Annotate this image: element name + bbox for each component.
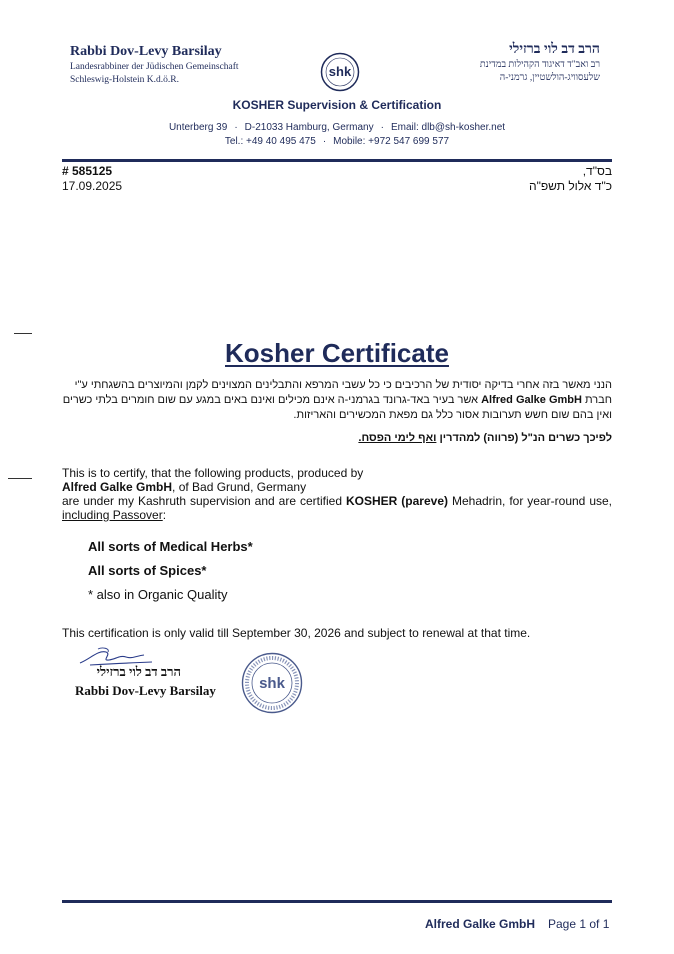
punch-mark xyxy=(8,478,32,479)
hebrew-company-name: Alfred Galke GmbH xyxy=(481,394,582,406)
colon: : xyxy=(162,508,167,522)
hebrew-statement-passover: ואף לימי הפסח. xyxy=(358,432,437,444)
hebrew-rabbi-name: הרב דב לוי ברזילי xyxy=(509,42,600,57)
english-mehadrin-text: Mehadrin, for year-round use, xyxy=(448,494,612,508)
rabbi-title-line2: Schleswig-Holstein K.d.ö.R. xyxy=(70,75,179,85)
certificate-title: Kosher Certificate xyxy=(225,338,449,368)
english-line-1: This is to certify, that the following products, produced by xyxy=(62,466,364,480)
english-location: , of Bad Grund, Germany xyxy=(172,480,307,494)
page-number: Page 1 of 1 xyxy=(548,917,610,931)
passover-text: including Passover xyxy=(62,508,163,522)
signature-hebrew-name: הרב דב לוי ברזילי xyxy=(96,664,181,679)
english-company-name: Alfred Galke GmbH xyxy=(62,480,173,494)
hebrew-date: כ"ד אלול תשפ"ה xyxy=(529,179,612,193)
contact-line-1: Unterberg 39 · D-21033 Hamburg, Germany · Email: dlb@sh-kosher.net xyxy=(168,122,506,133)
english-line-3 xyxy=(62,494,612,522)
fold-mark xyxy=(14,333,32,334)
hebrew-rabbi-title-line2: שלעסוויג-הולשטיין, גרמני-ה xyxy=(499,73,600,83)
contact-line-2: Tel.: +49 40 495 475 · Mobile: +972 547 699 577 xyxy=(224,136,450,147)
signature-name: Rabbi Dov-Levy Barsilay xyxy=(75,683,216,698)
city: D-21033 Hamburg, Germany xyxy=(244,122,374,133)
logo-text: shk xyxy=(328,64,352,79)
kosher-status: KOSHER (pareve) xyxy=(345,494,448,508)
stamp-text: shk xyxy=(259,675,285,692)
hebrew-text-2: אשר בעיר באד-גרונד בגרמני-ה אינם מכילים ואינם באים במגע עם שום חומרים בלתי כשרים ואין בהם שום חשש תערובות אסור כלל גם מפאת המכשירים והאריזות. xyxy=(62,394,612,421)
bsd-mark: בס"ד, xyxy=(582,164,612,178)
footer-divider xyxy=(62,900,612,903)
mobile: Mobile: +972 547 699 577 xyxy=(333,136,450,147)
product-note: * also in Organic Quality xyxy=(88,587,228,602)
certificate-number: # 585125 xyxy=(62,164,113,178)
header-divider xyxy=(62,159,612,162)
rabbi-title-line1: Landesrabbiner der Jüdischen Gemeinschaft xyxy=(70,62,239,72)
validity-statement: This certification is only valid till September 30, 2026 and subject to renewal at that time. xyxy=(62,626,531,640)
english-line-2 xyxy=(62,480,612,494)
address: Unterberg 39 xyxy=(168,122,228,133)
hebrew-paragraph xyxy=(62,378,612,423)
rabbinical-stamp-icon xyxy=(241,652,303,714)
product-item: All sorts of Medical Herbs* xyxy=(88,539,253,554)
telephone: Tel.: +49 40 495 475 xyxy=(224,136,316,147)
shk-logo-icon xyxy=(320,52,360,92)
org-title: KOSHER Supervision & Certification xyxy=(232,98,442,112)
english-supervision-text: are under my Kashruth supervision and are certified xyxy=(62,494,346,508)
hebrew-rabbi-title-line1: רב ואב"ד דאיגוד הקהילות במדינת xyxy=(479,60,600,70)
hebrew-statement-a: לפיכך כשרים הנ"ל (פרווה) למהדרין xyxy=(439,432,612,444)
product-item: All sorts of Spices* xyxy=(88,563,207,578)
hebrew-kosher-statement xyxy=(358,432,612,444)
hebrew-text-1: הנני מאשר בזה אחרי בדיקה יסודית של הרכיבים כי כל עשבי המרפא והתבלינים המצוינים לקמן והמיוצרים בהשגחתי ע"י חברת xyxy=(74,379,612,406)
rabbi-name: Rabbi Dov-Levy Barsilay xyxy=(70,44,222,59)
certificate-date: 17.09.2025 xyxy=(62,179,123,193)
email: Email: dlb@sh-kosher.net xyxy=(390,122,506,133)
footer-company: Alfred Galke GmbH xyxy=(425,917,536,931)
